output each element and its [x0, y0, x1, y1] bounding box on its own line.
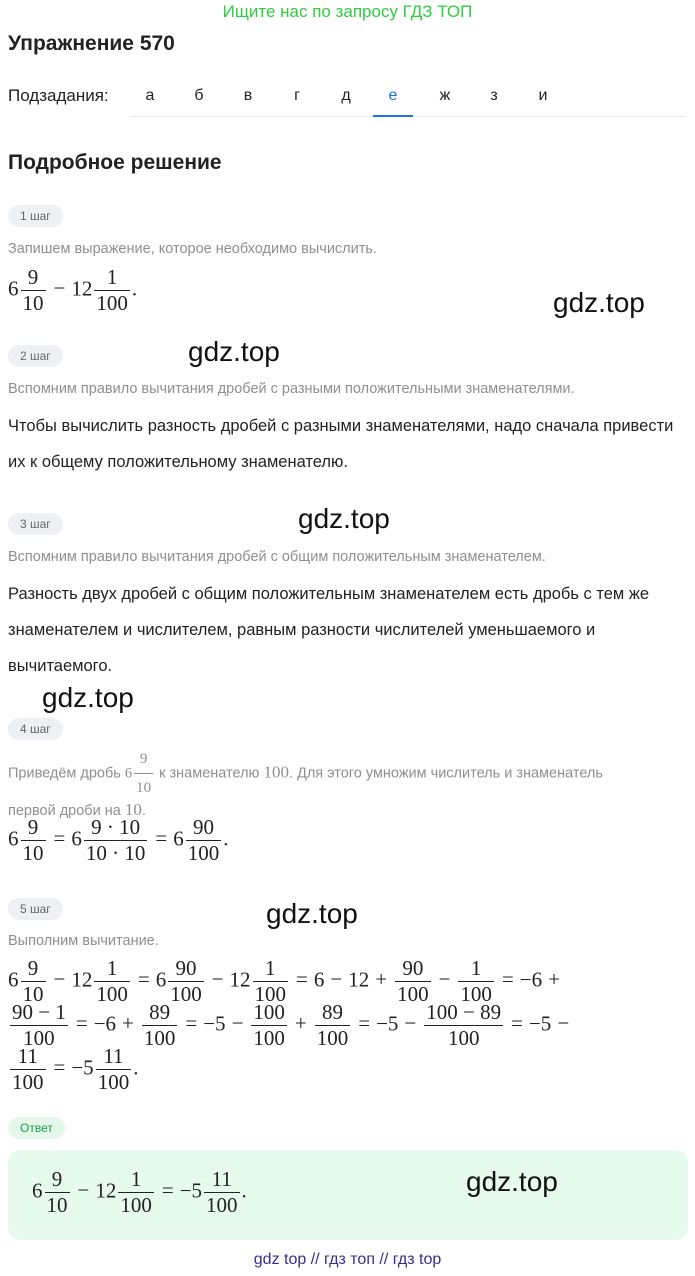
hint-text-part: к знаменателю: [155, 765, 264, 782]
math-term: −6: [93, 1011, 117, 1036]
math-operator: −: [557, 1011, 570, 1036]
denominator: 100: [187, 841, 220, 865]
fraction: [251, 1000, 287, 1051]
math-operator: =: [53, 826, 66, 851]
step-5-hint: Выполним вычитание.: [8, 933, 159, 949]
tab-subtask-v[interactable]: в: [243, 87, 253, 104]
tab-subtask-d[interactable]: д: [341, 87, 351, 104]
fraction: [96, 1044, 132, 1095]
step-2-badge: 2 шаг: [8, 345, 63, 367]
fraction: [142, 1000, 178, 1051]
math-term: 6: [71, 826, 82, 851]
hint-text-part: Приведём дробь: [8, 765, 125, 782]
math-term: .: [223, 826, 229, 851]
step-4-expression: [8, 815, 228, 866]
numerator: 11: [17, 1044, 38, 1068]
math-operator: +: [122, 1011, 134, 1036]
numerator: 89: [149, 1000, 171, 1024]
math-operator: =: [161, 1178, 174, 1203]
step-1-hint: Запишем выражение, которое необходимо вычислить.: [8, 241, 377, 257]
watermark: gdz.top: [553, 287, 645, 318]
denominator: 100: [97, 1070, 130, 1094]
numerator: 89: [322, 1000, 343, 1024]
tab-subtask-g[interactable]: г: [294, 87, 300, 104]
hint-text-part: 6: [124, 765, 133, 782]
numerator: 90: [402, 956, 424, 980]
step-3-text: Разность двух дробей с общим положительным знаменателем есть дробь с тем же знаменателем и числителем, равным разности числителей уменьшаемого и вычитаемого.: [8, 585, 650, 675]
math-term: −5: [376, 1011, 399, 1036]
math-term: 6: [313, 967, 325, 992]
hint-text-part: 100: [263, 762, 289, 782]
math-operator: =: [358, 1011, 371, 1036]
math-operator: −: [330, 967, 343, 992]
denominator: 100: [316, 1026, 349, 1050]
math-term: −5: [179, 1178, 203, 1203]
math-operator: −: [231, 1011, 244, 1036]
step-2-hint: Вспомним правило вычитания дробей с разными положительными знаменателями.: [8, 381, 575, 397]
denominator: 10: [134, 773, 153, 802]
tab-subtask-e[interactable]: е: [373, 78, 413, 117]
math-term: 12: [229, 967, 251, 992]
step-4-hint: [8, 745, 603, 825]
numerator: 1: [130, 1167, 142, 1191]
math-term: −6: [519, 967, 543, 992]
denominator: 100: [253, 1026, 285, 1050]
denominator: 100: [120, 1193, 152, 1217]
math-operator: −: [53, 967, 66, 992]
math-operator: −: [77, 1178, 90, 1203]
math-operator: =: [137, 967, 150, 992]
watermark: gdz.top: [188, 336, 280, 367]
tab-subtask-a[interactable]: а: [145, 87, 155, 104]
numerator: 11: [211, 1167, 232, 1191]
math-operator: =: [501, 967, 514, 992]
footer-links: gdz top // гдз топ // гдз top: [253, 1251, 442, 1268]
fraction: [10, 1044, 46, 1095]
page-title: Упражнение 570: [8, 32, 175, 55]
numerator: 1: [265, 956, 276, 980]
denominator: 100: [96, 982, 128, 1006]
hint-text-part: .: [141, 803, 146, 819]
math-term: 6: [8, 826, 19, 851]
denominator: 100: [143, 1026, 176, 1050]
math-term: .: [133, 1055, 139, 1080]
fraction: [204, 1167, 240, 1218]
tab-subtask-i[interactable]: и: [538, 87, 548, 104]
denominator: 100: [397, 982, 429, 1006]
math-term: .: [241, 1178, 247, 1203]
numerator: 9: [27, 815, 39, 839]
step-5-badge: 5 шаг: [8, 898, 63, 920]
math-term: −5: [71, 1055, 94, 1080]
numerator: 1: [106, 265, 118, 289]
answer-expression: [32, 1167, 247, 1218]
numerator: 1: [470, 956, 482, 980]
step-3-badge: 3 шаг: [8, 513, 63, 535]
math-operator: +: [548, 967, 560, 992]
top-banner: Ищите нас по запросу ГДЗ ТОП: [222, 2, 473, 21]
math-operator: −: [438, 967, 451, 992]
math-term: 12: [71, 276, 93, 301]
math-term: 12: [348, 967, 370, 992]
numerator: 100 − 89: [426, 1000, 502, 1024]
numerator: 9: [27, 265, 39, 289]
math-term: 6: [155, 967, 167, 992]
watermark: gdz.top: [266, 898, 358, 929]
math-operator: =: [155, 826, 168, 851]
fraction: [134, 745, 153, 802]
math-term: 6: [8, 967, 19, 992]
math-operator: −: [53, 276, 66, 301]
step-1-expression: [8, 265, 137, 316]
denominator: 100: [12, 1070, 44, 1094]
fraction: [315, 1000, 351, 1051]
hint-text-part: 10: [124, 800, 142, 819]
denominator: 10: [46, 1193, 68, 1217]
denominator: 10: [22, 982, 44, 1006]
math-operator: =: [75, 1011, 88, 1036]
math-operator: −: [211, 967, 224, 992]
numerator: 90: [175, 956, 197, 980]
denominator: 10: [22, 291, 44, 315]
subtasks-tabs: [130, 78, 685, 117]
denominator: 10 · 10: [85, 841, 146, 865]
hint-text-part: [8, 745, 603, 802]
fraction: [45, 1167, 70, 1218]
step-5-line-3: [8, 1044, 138, 1095]
denominator: 100: [460, 982, 492, 1006]
math-term: 6: [32, 1178, 43, 1203]
math-term: 12: [71, 967, 93, 992]
fraction: [21, 265, 46, 316]
hint-text-part: . Для этого умножим числитель и знаменатель: [288, 765, 603, 782]
denominator: 100: [96, 291, 128, 315]
math-operator: =: [185, 1011, 198, 1036]
math-term: −5: [203, 1011, 226, 1036]
numerator: 1: [106, 956, 118, 980]
fraction: [186, 815, 222, 866]
denominator: 100: [254, 982, 287, 1006]
hint-text-part: первой дроби на: [8, 803, 125, 819]
math-operator: +: [294, 1011, 307, 1036]
tab-subtask-b[interactable]: б: [194, 87, 204, 104]
subtasks-label: Подзадания:: [8, 86, 109, 105]
numerator: 90 − 1: [12, 1000, 66, 1024]
denominator: 100: [170, 982, 202, 1006]
math-term: −5: [528, 1011, 552, 1036]
math-operator: =: [53, 1055, 66, 1080]
numerator: 9: [139, 751, 148, 767]
tab-subtask-z[interactable]: з: [490, 87, 498, 104]
tab-subtask-zh[interactable]: ж: [439, 87, 451, 104]
answer-badge: Ответ: [8, 1117, 65, 1139]
denominator: 100: [206, 1193, 238, 1217]
numerator: 9 · 10: [91, 815, 141, 839]
denominator: 100: [424, 1025, 503, 1051]
numerator: 90: [192, 815, 214, 839]
denominator: 10: [22, 841, 44, 865]
fraction: [84, 815, 148, 866]
math-whole: 6: [8, 276, 19, 301]
watermark: gdz.top: [42, 682, 134, 713]
math-term: 12: [95, 1178, 117, 1203]
numerator: 11: [103, 1044, 124, 1068]
fraction: [424, 1000, 503, 1051]
math-operator: −: [404, 1011, 417, 1036]
numerator: 9: [51, 1167, 63, 1191]
step-4-badge: 4 шаг: [8, 718, 63, 740]
math-operator: +: [375, 967, 388, 992]
fraction: [118, 1167, 154, 1218]
math-operator: =: [511, 1011, 523, 1036]
fraction: [21, 815, 46, 866]
math-term: .: [131, 276, 138, 301]
step-2-text: Чтобы вычислить разность дробей с разными знаменателями, надо сначала привести их к общему положительному знаменателю.: [8, 417, 674, 471]
watermark: gdz.top: [298, 503, 390, 534]
fraction: [94, 265, 130, 316]
section-title: Подробное решение: [8, 151, 222, 174]
math-operator: =: [296, 967, 308, 992]
step-3-hint: Вспомним правило вычитания дробей с общим положительным знаменателем.: [8, 549, 546, 565]
numerator: 100: [253, 1000, 285, 1024]
step-1-badge: 1 шаг: [8, 205, 63, 227]
denominator: 100: [10, 1025, 68, 1051]
math-term: 6: [173, 826, 184, 851]
watermark: gdz.top: [466, 1166, 558, 1197]
numerator: 9: [27, 956, 39, 980]
